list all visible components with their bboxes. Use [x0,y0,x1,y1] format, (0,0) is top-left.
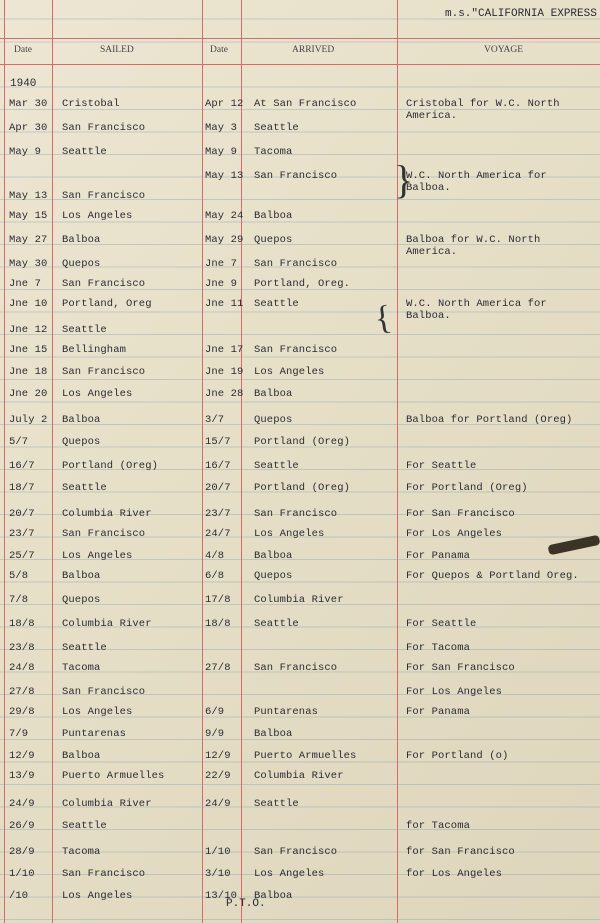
sailed-port: San Francisco [62,366,146,378]
voyage-note: for Los Angeles [406,868,503,880]
margin-rule [4,0,5,923]
bracket-mark: { [372,299,394,338]
arrived-port: Columbia River [254,770,344,782]
sailed-port: San Francisco [62,686,146,698]
sailed-date: 7/9 [9,728,29,740]
arrived-port: Balboa [254,728,293,740]
sailed-date: 29/8 [9,706,35,718]
sailed-date: 1/10 [9,868,35,880]
arrived-port: San Francisco [254,662,338,674]
arrived-port: Seattle [254,460,299,472]
sailed-date: Jne 10 [9,298,48,310]
sailed-port: Tacoma [62,846,101,858]
sailed-date: Mar 30 [9,98,48,110]
arrived-port: Balboa [254,388,293,400]
arrived-date: May 13 [205,170,244,182]
arrived-date: 3/7 [205,414,225,426]
arrived-port: At San Francisco [254,98,357,110]
arrived-port: Seattle [254,298,299,310]
arrived-port: Balboa [254,890,293,902]
voyage-note: For San Francisco [406,508,515,520]
arrived-date: 13/10 [205,890,238,902]
sailed-date: July 2 [9,414,48,426]
sailed-date: 5/7 [9,436,29,448]
sailed-port: San Francisco [62,868,146,880]
arrived-date: 22/9 [205,770,231,782]
voyage-note: for San Francisco [406,846,515,858]
voyage-note: For San Francisco [406,662,515,674]
sailed-date: 18/7 [9,482,35,494]
sailed-port: Puerto Armuelles [62,770,165,782]
voyage-note: W.C. North America for [406,298,547,310]
page-footer: P.T.O. [226,898,266,910]
arrived-port: Columbia River [254,594,344,606]
arrived-date: Jne 7 [205,258,238,270]
arrived-date: Jne 11 [205,298,244,310]
sailed-date: 23/7 [9,528,35,540]
arrived-port: San Francisco [254,508,338,520]
sailed-date: May 27 [9,234,48,246]
voyage-column-rule [397,0,398,923]
voyage-note: Cristobal for W.C. North [406,98,560,110]
sailed-date: 20/7 [9,508,35,520]
sailed-port: Seattle [62,324,107,336]
sailed-date: 18/8 [9,618,35,630]
header-date-sailed: Date [14,45,32,55]
sailed-port: San Francisco [62,122,146,134]
arrived-date: 24/9 [205,798,231,810]
arrived-date: 12/9 [205,750,231,762]
sailed-port: Seattle [62,146,107,158]
sailed-port: Bellingham [62,344,127,356]
sailed-column-rule [202,0,203,923]
sailed-port: Columbia River [62,618,152,630]
sailed-port: Tacoma [62,662,101,674]
voyage-note-continued: America. [406,110,458,122]
arrived-port: Los Angeles [254,528,325,540]
date-column-rule [52,0,53,923]
sailed-date: 5/8 [9,570,29,582]
voyage-note: Balboa for W.C. North [406,234,541,246]
sailed-port: Balboa [62,750,101,762]
arrived-port: Seattle [254,122,299,134]
arrived-port: San Francisco [254,344,338,356]
voyage-note: For Portland (Oreg) [406,482,528,494]
arrived-date: 24/7 [205,528,231,540]
voyage-note: Balboa for Portland (Oreg) [406,414,573,426]
arrived-port: Quepos [254,414,293,426]
sailed-port: Balboa [62,234,101,246]
header-voyage: VOYAGE [484,45,524,55]
voyage-note: W.C. North America for [406,170,547,182]
sailed-date: Jne 15 [9,344,48,356]
header-date-arrived: Date [210,45,228,55]
arrived-date: 15/7 [205,436,231,448]
voyage-note: For Panama [406,706,471,718]
arrived-date: Jne 28 [205,388,244,400]
arrived-date: Jne 17 [205,344,244,356]
arrived-port: San Francisco [254,170,338,182]
sailed-date: 7/8 [9,594,29,606]
voyage-note: For Los Angeles [406,528,503,540]
sailed-date: May 13 [9,190,48,202]
sailed-date: Apr 30 [9,122,48,134]
voyage-note: For Tacoma [406,642,471,654]
arrived-date: 9/9 [205,728,225,740]
sailed-port: Columbia River [62,508,152,520]
sailed-date: Jne 20 [9,388,48,400]
sailed-port: Puntarenas [62,728,127,740]
arrived-date: 17/8 [205,594,231,606]
sailed-port: Balboa [62,570,101,582]
sailed-date: 12/9 [9,750,35,762]
sailed-port: Seattle [62,820,107,832]
sailed-date: May 15 [9,210,48,222]
arrived-port: Seattle [254,798,299,810]
header-top-rule [0,38,600,39]
arrived-date: 16/7 [205,460,231,472]
voyage-note-continued: Balboa. [406,310,451,322]
arrived-port: Los Angeles [254,868,325,880]
arrived-port: Los Angeles [254,366,325,378]
sailed-date: Jne 12 [9,324,48,336]
arrived-port: Quepos [254,234,293,246]
arrived-port: Puerto Armuelles [254,750,357,762]
arrived-date: Jne 19 [205,366,244,378]
arrived-date: May 24 [205,210,244,222]
sailed-port: Los Angeles [62,550,133,562]
sailed-date: 23/8 [9,642,35,654]
arrived-date: 1/10 [205,846,231,858]
arrived-port: San Francisco [254,258,338,270]
voyage-note: For Los Angeles [406,686,503,698]
sailed-date: 28/9 [9,846,35,858]
sailed-date: May 30 [9,258,48,270]
sailed-port: San Francisco [62,278,146,290]
voyage-note: For Panama [406,550,471,562]
arrived-date: May 29 [205,234,244,246]
sailed-port: Los Angeles [62,388,133,400]
arrived-port: Balboa [254,550,293,562]
voyage-note-continued: Balboa. [406,182,451,194]
voyage-note-continued: America. [406,246,458,258]
sailed-date: 24/8 [9,662,35,674]
paper-tear [548,535,600,556]
arrived-date: 27/8 [205,662,231,674]
sailed-date: 16/7 [9,460,35,472]
arrived-date: 20/7 [205,482,231,494]
sailed-port: Balboa [62,414,101,426]
arrived-port: Seattle [254,618,299,630]
sailed-date: Jne 7 [9,278,42,290]
sailed-date: 25/7 [9,550,35,562]
arrived-port: San Francisco [254,846,338,858]
arrived-date: Apr 12 [205,98,244,110]
arrived-date: 4/8 [205,550,225,562]
sailed-port: San Francisco [62,528,146,540]
sailed-port: Seattle [62,482,107,494]
sailed-date: 27/8 [9,686,35,698]
arrived-port: Portland (Oreg) [254,436,351,448]
arrived-date: 18/8 [205,618,231,630]
arrived-date: May 3 [205,122,238,134]
year-label: 1940 [10,78,37,90]
bracket-mark: } [394,157,414,202]
arrived-date: 23/7 [205,508,231,520]
arrived-date-column-rule [241,0,242,923]
header-sailed: SAILED [100,45,134,55]
arrived-port: Quepos [254,570,293,582]
sailed-port: Quepos [62,258,101,270]
header-arrived: ARRIVED [292,45,335,55]
arrived-port: Balboa [254,210,293,222]
sailed-port: Los Angeles [62,210,133,222]
sailed-port: Quepos [62,594,101,606]
sailed-port: Portland, Oreg [62,298,152,310]
sailed-date: /10 [9,890,29,902]
arrived-port: Puntarenas [254,706,319,718]
ship-name: m.s."CALIFORNIA EXPRESS [445,8,597,20]
sailed-port: Quepos [62,436,101,448]
sailed-port: Los Angeles [62,706,133,718]
sailed-port: Columbia River [62,798,152,810]
voyage-note: For Seattle [406,460,477,472]
arrived-date: 6/8 [205,570,225,582]
voyage-note: for Tacoma [406,820,471,832]
arrived-date: May 9 [205,146,238,158]
sailed-port: Los Angeles [62,890,133,902]
arrived-port: Portland, Oreg. [254,278,351,290]
voyage-note: For Portland (o) [406,750,509,762]
arrived-port: Portland (Oreg) [254,482,351,494]
sailed-port: Seattle [62,642,107,654]
arrived-date: 6/9 [205,706,225,718]
sailed-date: 24/9 [9,798,35,810]
voyage-note: For Quepos & Portland Oreg. [406,570,579,582]
arrived-date: Jne 9 [205,278,238,290]
sailed-date: May 9 [9,146,42,158]
arrived-port: Tacoma [254,146,293,158]
sailed-port: San Francisco [62,190,146,202]
sailed-date: 13/9 [9,770,35,782]
header-bottom-rule [0,64,600,65]
arrived-date: 3/10 [205,868,231,880]
voyage-note: For Seattle [406,618,477,630]
sailed-port: Portland (Oreg) [62,460,159,472]
sailed-date: Jne 18 [9,366,48,378]
sailed-port: Cristobal [62,98,120,110]
sailed-date: 26/9 [9,820,35,832]
